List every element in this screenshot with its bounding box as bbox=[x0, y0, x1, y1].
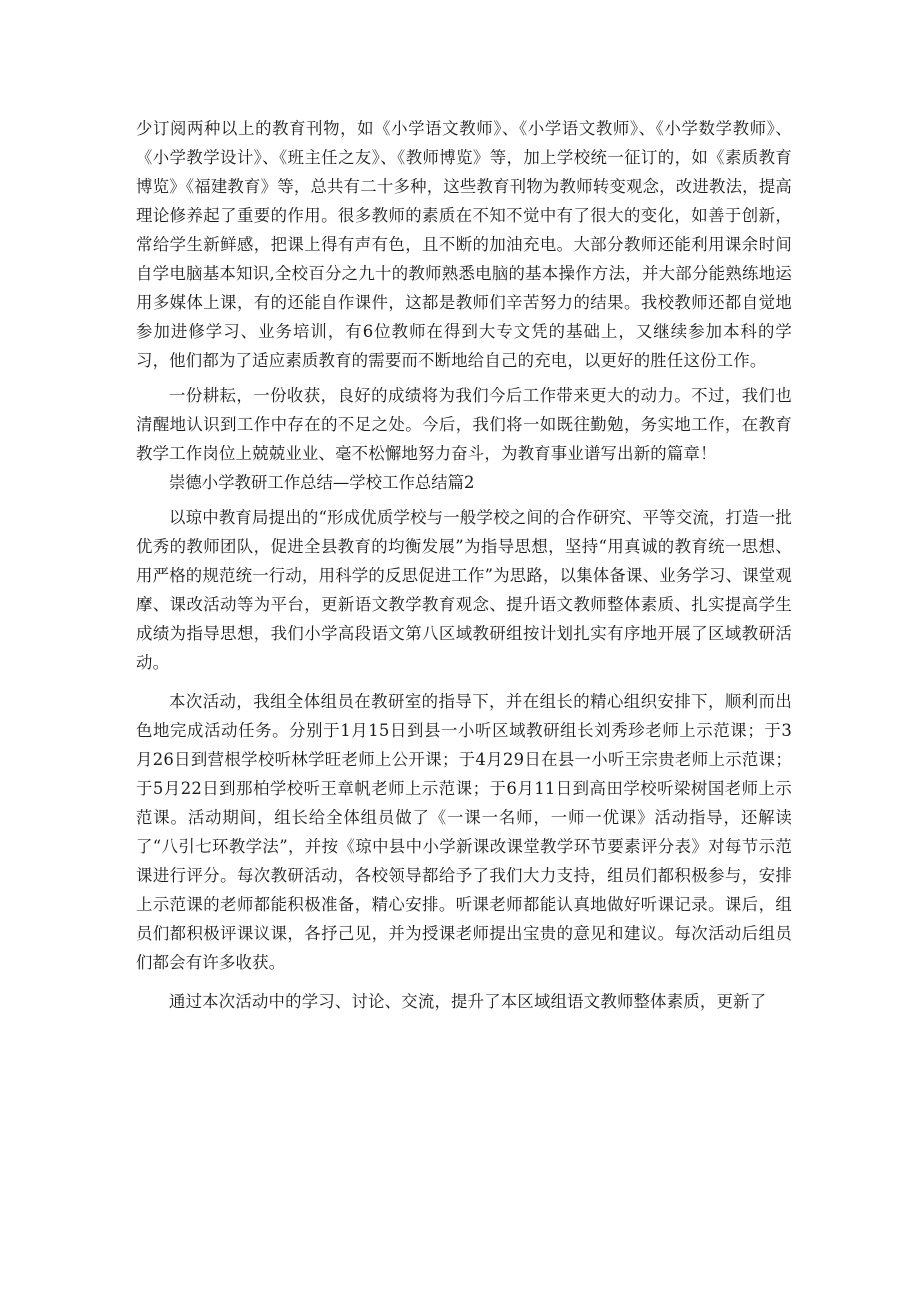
paragraph-activity: 本次活动，我组全体组员在教研室的指导下，并在组长的精心组织安排下，顺利而出色地完成活动任务。分别于1月15日到县一小听区域教研组长刘秀珍老师上示范课；于3月26日到营根学校听林学旺老师上公开课；于4月29日在县一小听王宗贵老师上示范课；于5月22日到那柏学校听王章帆老师上示范课；于6月11日到高田学校听梁树国老师上示范课。活动期间，组长给全体组员做了《一课一名师，一师一优课》活动指导，还解读了“八引七环教学法”，并按《琼中县中小学新课改课堂教学环节要素评分表》对每节示范课进行评分。每次教研活动，各校领导都给予了我们大力支持，组员们都积极参与，安排上示范课的老师都能积极准备，精心安排。听课老师都能认真地做好听课记录。课后，组员们都积极评课议课，各抒己见，并为授课老师提出宝贵的意见和建议。每次活动后组员们都会有许多收获。 bbox=[136, 692, 792, 972]
section-heading: 崇德小学教研工作总结—学校工作总结篇2 bbox=[169, 473, 475, 492]
paragraph-guiding-idea: 以琼中教育局提出的“形成优质学校与一般学校之间的合作研究、平等交流，打造一批优秀的教师团队，促进全县教育的均衡发展”为指导思想，坚持“用真诚的教育统一思想、用严格的规范统一行动，用科学的反思促进工作”为思路，以集体备课、业务学习、课堂观摩、课改活动等为平台，更新语文教学教育观念、提升语文教师整体素质、扎实提高学生成绩为指导思想，我们小学高段语文第八区域教研组按计划扎实有序地开展了区域教研活动。 bbox=[136, 508, 792, 672]
paragraph-publications: 少订阅两种以上的教育刊物，如《小学语文教师》、《小学语文教师》、《小学数学教师》、《小学教学设计》、《班主任之友》、《教师博览》等，加上学校统一征订的，如《素质教育博览》《福建教育》等，总共有二十多种，这些教育刊物为教师转变观念，改进教法，提高理论修养起了重要的作用。很多教师的素质在不知不觉中有了很大的变化，如善于创新，常给学生新鲜感，把课上得有声有色，且不断的加油充电。大部分教师还能利用课余时间自学电脑基本知识,全校百分之九十的教师熟悉电脑的基本操作方法，并大部分能熟练地运用多媒体上课，有的还能自作课件，这都是教师们辛苦努力的结果。我校教师还都自觉地参加进修学习、业务培训，有6位教师在得到大专文凭的基础上，又继续参加本科的学习，他们都为了适应素质教育的需要而不断地给自己的充电，以更好的胜任这份工作。 bbox=[136, 119, 792, 370]
paragraph-summary: 通过本次活动中的学习、讨论、交流，提升了本区域组语文教师整体素质，更新了 bbox=[169, 992, 767, 1011]
paragraph-harvest: 一份耕耘，一份收获，良好的成绩将为我们今后工作带来更大的动力。不过，我们也清醒地认识到工作中存在的不足之处。今后，我们将一如既往勤勉，务实地工作，在教育教学工作岗位上兢兢业业、毫不松懈地努力奋斗，为教育事业谱写出新的篇章！ bbox=[136, 386, 792, 463]
document-body bbox=[136, 114, 792, 1016]
